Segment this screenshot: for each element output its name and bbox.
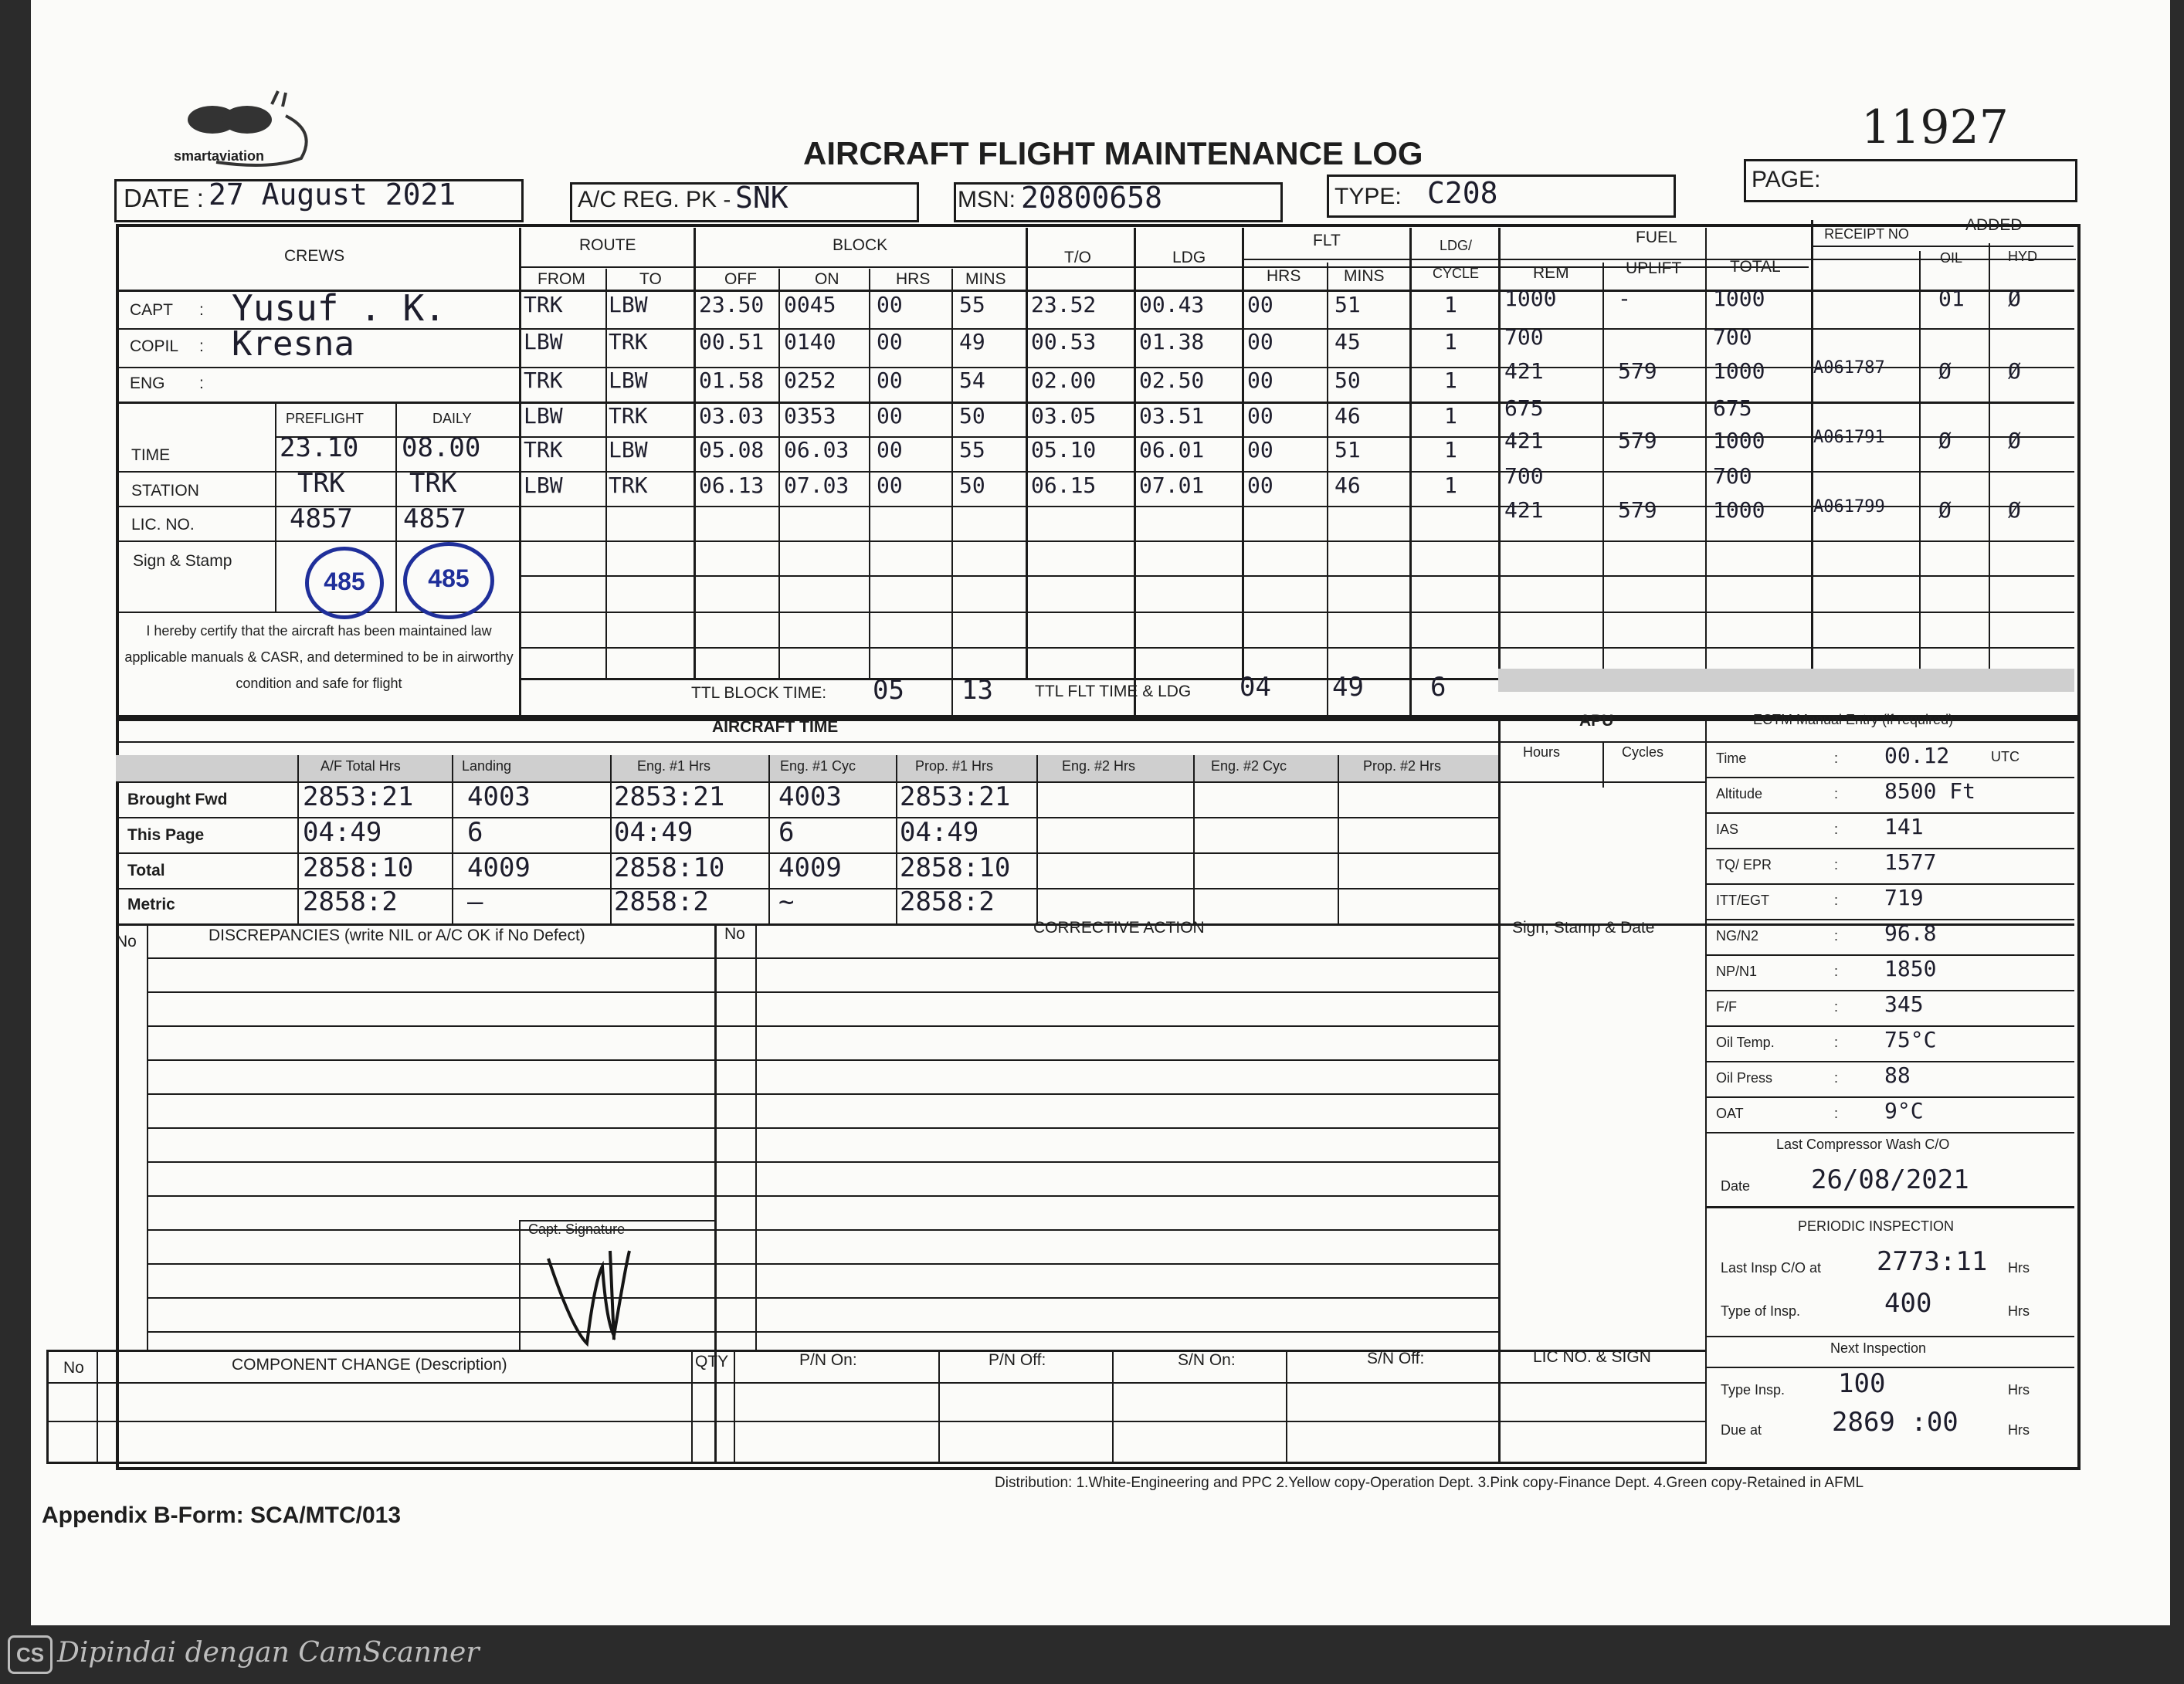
grid-line — [147, 1127, 1498, 1129]
flight-mins: 50 — [959, 403, 985, 429]
ectm-value: 75°C — [1884, 1027, 1937, 1052]
flight-from: TRK — [524, 437, 563, 463]
flight-cyc: 1 — [1444, 292, 1457, 317]
ectm-value: 8500 Ft — [1884, 778, 1976, 804]
at-value: 04:49 — [900, 817, 979, 848]
date-value: 27 August 2021 — [209, 178, 456, 212]
appendix-label: Appendix B-Form: SCA/MTC/013 — [42, 1503, 402, 1528]
flight-fhrs: 00 — [1247, 437, 1273, 463]
ttl-block-label: TTL BLOCK TIME: — [691, 684, 827, 702]
grid-line — [147, 1093, 1498, 1095]
capt-signature-label: Capt. Signature — [528, 1221, 626, 1237]
flight-fhrs: 00 — [1247, 473, 1273, 498]
flight-mins: 55 — [959, 292, 985, 317]
grid-line — [147, 1025, 1498, 1027]
fuel-uplift: 579 — [1618, 358, 1657, 384]
comp-sn-on-header: S/N On: — [1178, 1351, 1236, 1369]
landing-header: LDG — [1172, 249, 1206, 266]
crews-header: CREWS — [284, 247, 345, 265]
fuel-oil: Ø — [1938, 428, 1952, 453]
next-type-label: Type Insp. — [1721, 1382, 1786, 1398]
flight-off: 05.08 — [699, 437, 765, 463]
ectm-colon: : — [1834, 857, 1839, 872]
comp-qty-header: QTY — [695, 1353, 729, 1371]
flight-from: TRK — [524, 292, 563, 317]
flt-mins-header: MINS — [1344, 267, 1385, 285]
comp-pn-off-header: P/N Off: — [989, 1351, 1046, 1369]
fuel-uplift: - — [1618, 286, 1631, 311]
time-preflight: 23.10 — [280, 432, 359, 463]
eng-colon: : — [199, 374, 204, 392]
ttl-flt-mins: 49 — [1332, 672, 1364, 703]
grid-line — [147, 957, 1498, 959]
fuel-rem: 421 — [1504, 358, 1544, 384]
ldg-cycle-header: LDG/ CYCLE — [1432, 238, 1480, 281]
grid-line — [147, 1331, 1498, 1333]
at-value: 2858:2 — [303, 886, 398, 917]
flight-on: 06.03 — [784, 437, 850, 463]
grid-line — [147, 1161, 1498, 1163]
grid-line — [147, 1297, 1498, 1299]
flt-hrs-header: HRS — [1267, 267, 1301, 285]
due-label: Due at — [1721, 1422, 1762, 1438]
at-value: 2858:10 — [614, 852, 725, 883]
at-col-header: Prop. #2 Hrs — [1363, 758, 1442, 774]
grid-line — [1193, 755, 1195, 923]
type-insp-hrs: Hrs — [2008, 1303, 2030, 1319]
at-col-header: Eng. #2 Cyc — [1211, 758, 1287, 774]
flight-to: LBW — [609, 368, 648, 393]
flight-to_t: 05.10 — [1031, 437, 1097, 463]
comp-desc-header: COMPONENT CHANGE (Description) — [232, 1356, 507, 1374]
flight-to: TRK — [609, 473, 648, 498]
flight-fmins: 51 — [1334, 437, 1361, 463]
at-row-label: Total — [127, 862, 165, 879]
grid-line — [297, 755, 299, 923]
flight-from: LBW — [524, 473, 563, 498]
at-value: — — [467, 886, 483, 917]
camscanner-watermark: Dipindai dengan CamScanner — [57, 1637, 480, 1669]
grid-line — [147, 1059, 1498, 1061]
flight-hrs: 00 — [877, 368, 903, 393]
flight-off: 03.03 — [699, 403, 765, 429]
wash-date-label: Date — [1721, 1178, 1751, 1194]
ttl-ldg: 6 — [1430, 672, 1446, 703]
at-value: 4003 — [778, 781, 842, 812]
page-title: AIRCRAFT FLIGHT MAINTENANCE LOG — [803, 135, 1423, 171]
ectm-value: 719 — [1884, 885, 1924, 910]
ectm-colon: : — [1834, 999, 1839, 1015]
flight-cyc: 1 — [1444, 329, 1457, 354]
ectm-colon: : — [1834, 786, 1839, 801]
ectm-value: 1850 — [1884, 956, 1937, 981]
route-header: ROUTE — [579, 236, 636, 254]
grid-line — [147, 1195, 1498, 1197]
at-value: 04:49 — [303, 817, 382, 848]
flight-to: TRK — [609, 403, 648, 429]
fuel-total: 1000 — [1713, 286, 1765, 311]
grid-line — [147, 1229, 1498, 1231]
copil-label: COPIL — [130, 337, 179, 355]
fuel-hyd: Ø — [2008, 497, 2021, 523]
camscanner-logo-icon: CS — [8, 1635, 53, 1674]
lic-preflight: 4857 — [290, 503, 353, 534]
at-value: 2853:21 — [303, 781, 414, 812]
ectm-label: NP/N1 — [1716, 964, 1758, 979]
flight-ldg: 07.01 — [1139, 473, 1205, 498]
grid-line — [610, 755, 612, 923]
ectm-value: 00.12 — [1884, 743, 1950, 768]
flight-fmins: 45 — [1334, 329, 1361, 354]
next-insp-header: Next Inspection — [1830, 1340, 1927, 1356]
uplift-header: UPLIFT — [1626, 259, 1682, 277]
ectm-value: 1577 — [1884, 849, 1937, 875]
corrective-no-header: No — [724, 925, 745, 943]
fuel-oil: Ø — [1938, 497, 1952, 523]
hyd-header: HYD — [2008, 249, 2038, 264]
at-col-header: Eng. #2 Hrs — [1062, 758, 1136, 774]
flight-to: LBW — [609, 437, 648, 463]
page-label: PAGE: — [1752, 167, 1821, 192]
fuel-hyd: Ø — [2008, 428, 2021, 453]
fuel-rem: 700 — [1504, 463, 1544, 489]
stamp-daily: 485 — [403, 542, 494, 619]
ttl-flt-label: TTL FLT TIME & LDG — [1035, 683, 1192, 700]
type-insp-value: 400 — [1884, 1288, 1932, 1319]
at-col-header: A/F Total Hrs — [320, 758, 401, 774]
fuel-rem: 675 — [1504, 395, 1544, 421]
flight-mins: 55 — [959, 437, 985, 463]
preflight-label: PREFLIGHT — [286, 411, 365, 426]
at-value: 6 — [778, 817, 795, 848]
at-value: 2853:21 — [614, 781, 725, 812]
ectm-label: OAT — [1716, 1106, 1744, 1121]
ectm-value: 141 — [1884, 814, 1924, 839]
apu-cycles: Cycles — [1622, 744, 1664, 760]
flight-off: 00.51 — [699, 329, 765, 354]
flight-hrs: 00 — [877, 329, 903, 354]
flight-cyc: 1 — [1444, 403, 1457, 429]
compressor-wash-label: Last Compressor Wash C/O — [1776, 1137, 1950, 1152]
flight-cyc: 1 — [1444, 473, 1457, 498]
ttl-block-hrs: 05 — [873, 675, 904, 706]
apu-hours: Hours — [1523, 744, 1561, 760]
flight-fmins: 46 — [1334, 473, 1361, 498]
fuel-header: FUEL — [1636, 229, 1677, 246]
at-row-label: This Page — [127, 826, 205, 844]
station-label: STATION — [131, 482, 199, 500]
sign-stamp-date-header: Sign, Stamp & Date — [1512, 919, 1655, 937]
fuel-total: 700 — [1713, 324, 1752, 350]
fuel-total: 1000 — [1713, 497, 1765, 523]
aircraft-time-header: AIRCRAFT TIME — [712, 718, 839, 736]
discrepancies-header: DISCREPANCIES (write NIL or A/C OK if No Defect) — [209, 927, 585, 944]
hrs-header: HRS — [896, 270, 931, 288]
on-header: ON — [815, 270, 839, 288]
flight-to_t: 00.53 — [1031, 329, 1097, 354]
flight-on: 0045 — [784, 292, 836, 317]
ectm-colon: : — [1834, 928, 1839, 944]
ectm-value: 9°C — [1884, 1098, 1924, 1123]
last-insp-value: 2773:11 — [1877, 1246, 1988, 1277]
flight-on: 0252 — [784, 368, 836, 393]
flight-off: 01.58 — [699, 368, 765, 393]
total-header: TOTAL — [1730, 258, 1781, 276]
copil-value: Kresna — [232, 324, 354, 364]
off-header: OFF — [724, 270, 757, 288]
ectm-label: TQ/ EPR — [1716, 857, 1772, 872]
oil-header: OIL — [1940, 250, 1963, 266]
from-header: FROM — [538, 270, 585, 288]
ectm-colon: : — [1834, 751, 1839, 766]
receipt-header: RECEIPT NO — [1824, 226, 1909, 242]
sign-stamp-label: Sign & Stamp — [133, 552, 232, 570]
capt-value: Yusuf . K. — [232, 287, 446, 329]
station-daily: TRK — [409, 468, 457, 499]
flight-ldg: 00.43 — [1139, 292, 1205, 317]
at-col-header: Landing — [462, 758, 512, 774]
disc-no-header: No — [116, 933, 137, 950]
flight-on: 07.03 — [784, 473, 850, 498]
fuel-receipt: A061791 — [1813, 428, 1885, 447]
flt-header: FLT — [1313, 232, 1341, 249]
flight-on: 0140 — [784, 329, 836, 354]
capt-label: CAPT — [130, 301, 174, 319]
comp-lic-sign-header: LIC NO. & SIGN — [1533, 1348, 1651, 1366]
flight-to_t: 06.15 — [1031, 473, 1097, 498]
grid-line — [1338, 755, 1339, 923]
at-col-header: Prop. #1 Hrs — [915, 758, 994, 774]
last-insp-hrs: Hrs — [2008, 1260, 2030, 1276]
comp-sn-off-header: S/N Off: — [1367, 1350, 1425, 1367]
fuel-total: 700 — [1713, 463, 1752, 489]
rem-header: REM — [1533, 264, 1569, 282]
fuel-hyd: Ø — [2008, 358, 2021, 384]
at-row-label: Metric — [127, 896, 175, 913]
fuel-rem: 421 — [1504, 428, 1544, 453]
copil-colon: : — [199, 337, 204, 355]
at-value: 4009 — [778, 852, 842, 883]
ectm-label: NG/N2 — [1716, 928, 1759, 944]
fuel-rem: 1000 — [1504, 286, 1557, 311]
ectm-header: ECTM Manual Entry (if required) — [1753, 712, 1954, 727]
at-value: 2858:2 — [900, 886, 995, 917]
type-value: C208 — [1427, 176, 1498, 210]
ectm-label: ITT/EGT — [1716, 893, 1769, 908]
flight-cyc: 1 — [1444, 368, 1457, 393]
flight-from: LBW — [524, 329, 563, 354]
flight-fhrs: 00 — [1247, 329, 1273, 354]
flight-cyc: 1 — [1444, 437, 1457, 463]
at-value: 2858:2 — [614, 886, 709, 917]
flight-off: 06.13 — [699, 473, 765, 498]
fuel-receipt: A061799 — [1813, 497, 1885, 517]
ectm-value: 345 — [1884, 991, 1924, 1017]
flight-on: 0353 — [784, 403, 836, 429]
next-type-value: 100 — [1838, 1368, 1886, 1399]
ectm-label: Oil Press — [1716, 1070, 1773, 1086]
flight-to_t: 23.52 — [1031, 292, 1097, 317]
captain-signature-icon — [541, 1235, 649, 1351]
flight-hrs: 00 — [877, 292, 903, 317]
flight-to: LBW — [609, 292, 648, 317]
comp-no-header: No — [63, 1359, 84, 1377]
fuel-uplift: 579 — [1618, 497, 1657, 523]
at-value: 04:49 — [614, 817, 694, 848]
fuel-hyd: Ø — [2008, 286, 2021, 311]
fuel-total: 675 — [1713, 395, 1752, 421]
ectm-label: Oil Temp. — [1716, 1035, 1775, 1050]
block-header: BLOCK — [833, 236, 888, 254]
grid-line — [1036, 755, 1038, 923]
due-hrs: Hrs — [2008, 1422, 2030, 1438]
fuel-total: 1000 — [1713, 428, 1765, 453]
wash-date-value: 26/08/2021 — [1811, 1164, 1969, 1195]
at-col-header: Eng. #1 Cyc — [780, 758, 856, 774]
eng-label: ENG — [130, 374, 165, 392]
fuel-oil: 01 — [1938, 286, 1965, 311]
at-value: ~ — [778, 886, 795, 917]
flight-fhrs: 00 — [1247, 403, 1273, 429]
takeoff-header: T/O — [1064, 249, 1091, 266]
ectm-colon: : — [1834, 1106, 1839, 1121]
company-logo — [170, 85, 340, 170]
corrective-action-header: CORRECTIVE ACTION — [1033, 919, 1205, 937]
grid-line — [147, 991, 1498, 993]
time-label: TIME — [131, 446, 171, 464]
fuel-receipt: A061787 — [1813, 358, 1885, 378]
at-value: 6 — [467, 817, 483, 848]
stamp-preflight: 485 — [305, 547, 384, 619]
flight-to_t: 02.00 — [1031, 368, 1097, 393]
flight-ldg: 02.50 — [1139, 368, 1205, 393]
msn-value: 20800658 — [1021, 181, 1163, 215]
fuel-uplift: 579 — [1618, 428, 1657, 453]
flight-hrs: 00 — [877, 403, 903, 429]
flight-fhrs: 00 — [1247, 368, 1273, 393]
at-value: 2858:10 — [303, 852, 414, 883]
flight-mins: 54 — [959, 368, 985, 393]
daily-label: DAILY — [432, 411, 472, 426]
ectm-colon: : — [1834, 1035, 1839, 1050]
flight-fmins: 46 — [1334, 403, 1361, 429]
flight-mins: 50 — [959, 473, 985, 498]
flight-ldg: 01.38 — [1139, 329, 1205, 354]
grid-line — [147, 1263, 1498, 1265]
ectm-label: IAS — [1716, 822, 1739, 837]
flight-from: LBW — [524, 403, 563, 429]
grid-line — [452, 755, 453, 923]
fuel-oil: Ø — [1938, 358, 1952, 384]
ectm-colon: : — [1834, 964, 1839, 979]
flight-ldg: 03.51 — [1139, 403, 1205, 429]
lic-label: LIC. NO. — [131, 516, 195, 534]
flight-ldg: 06.01 — [1139, 437, 1205, 463]
flight-fmins: 51 — [1334, 292, 1361, 317]
ttl-block-mins: 13 — [961, 675, 993, 706]
next-type-hrs: Hrs — [2008, 1382, 2030, 1398]
flight-to: TRK — [609, 329, 648, 354]
flight-hrs: 00 — [877, 437, 903, 463]
flight-fmins: 50 — [1334, 368, 1361, 393]
ectm-label: Time — [1716, 751, 1747, 766]
acreg-value: SNK — [735, 181, 788, 215]
ectm-colon: : — [1834, 893, 1839, 908]
at-value: 2853:21 — [900, 781, 1011, 812]
fuel-rem: 700 — [1504, 324, 1544, 350]
flight-fhrs: 00 — [1247, 292, 1273, 317]
certification-text: I hereby certify that the aircraft has been maintained law applicable manuals & CASR, and determined to be in airworthy condition and safe for flight — [124, 623, 514, 691]
at-value: 4009 — [467, 852, 531, 883]
msn-label: MSN: — [958, 187, 1016, 212]
distribution-note: Distribution: 1.White-Engineering and PPC 2.Yellow copy-Operation Dept. 3.Pink copy-Finance Dept. 4.Green copy-Retained in AFML — [995, 1475, 1864, 1491]
flight-from: TRK — [524, 368, 563, 393]
comp-pn-on-header: P/N On: — [799, 1351, 857, 1369]
flight-off: 23.50 — [699, 292, 765, 317]
acreg-label: A/C REG. PK - — [578, 187, 731, 212]
capt-colon: : — [199, 301, 204, 319]
time-daily: 08.00 — [402, 432, 481, 463]
last-insp-label: Last Insp C/O at — [1721, 1260, 1822, 1276]
logo-text: smartaviation — [174, 148, 265, 164]
ectm-colon: : — [1834, 1070, 1839, 1086]
date-label: DATE : — [124, 184, 204, 212]
ectm-unit: UTC — [1991, 749, 2020, 764]
fuel-rem: 421 — [1504, 497, 1544, 523]
ectm-label: F/F — [1716, 999, 1737, 1015]
to-header: TO — [639, 270, 662, 288]
ectm-colon: : — [1834, 822, 1839, 837]
due-value: 2869 :00 — [1832, 1407, 1958, 1438]
at-value: 2858:10 — [900, 852, 1011, 883]
ectm-label: Altitude — [1716, 786, 1763, 801]
type-label: TYPE: — [1334, 184, 1402, 209]
periodic-header: PERIODIC INSPECTION — [1798, 1218, 1955, 1234]
mins-header: MINS — [965, 270, 1006, 288]
added-header: ADDED — [1965, 216, 2023, 234]
type-insp-label: Type of Insp. — [1721, 1303, 1801, 1319]
ectm-value: 88 — [1884, 1062, 1911, 1088]
apu-header: APU — [1579, 712, 1614, 730]
at-row-label: Brought Fwd — [127, 791, 228, 808]
ttl-flt-hrs: 04 — [1240, 672, 1271, 703]
serial-number: 11927 — [1861, 100, 2009, 154]
grid-line — [896, 755, 897, 923]
flight-to_t: 03.05 — [1031, 403, 1097, 429]
at-value: 4003 — [467, 781, 531, 812]
lic-daily: 4857 — [403, 503, 466, 534]
ectm-value: 96.8 — [1884, 920, 1937, 946]
station-preflight: TRK — [297, 468, 345, 499]
flight-hrs: 00 — [877, 473, 903, 498]
grid-line — [768, 755, 770, 923]
fuel-total: 1000 — [1713, 358, 1765, 384]
flight-mins: 49 — [959, 329, 985, 354]
at-col-header: Eng. #1 Hrs — [637, 758, 711, 774]
